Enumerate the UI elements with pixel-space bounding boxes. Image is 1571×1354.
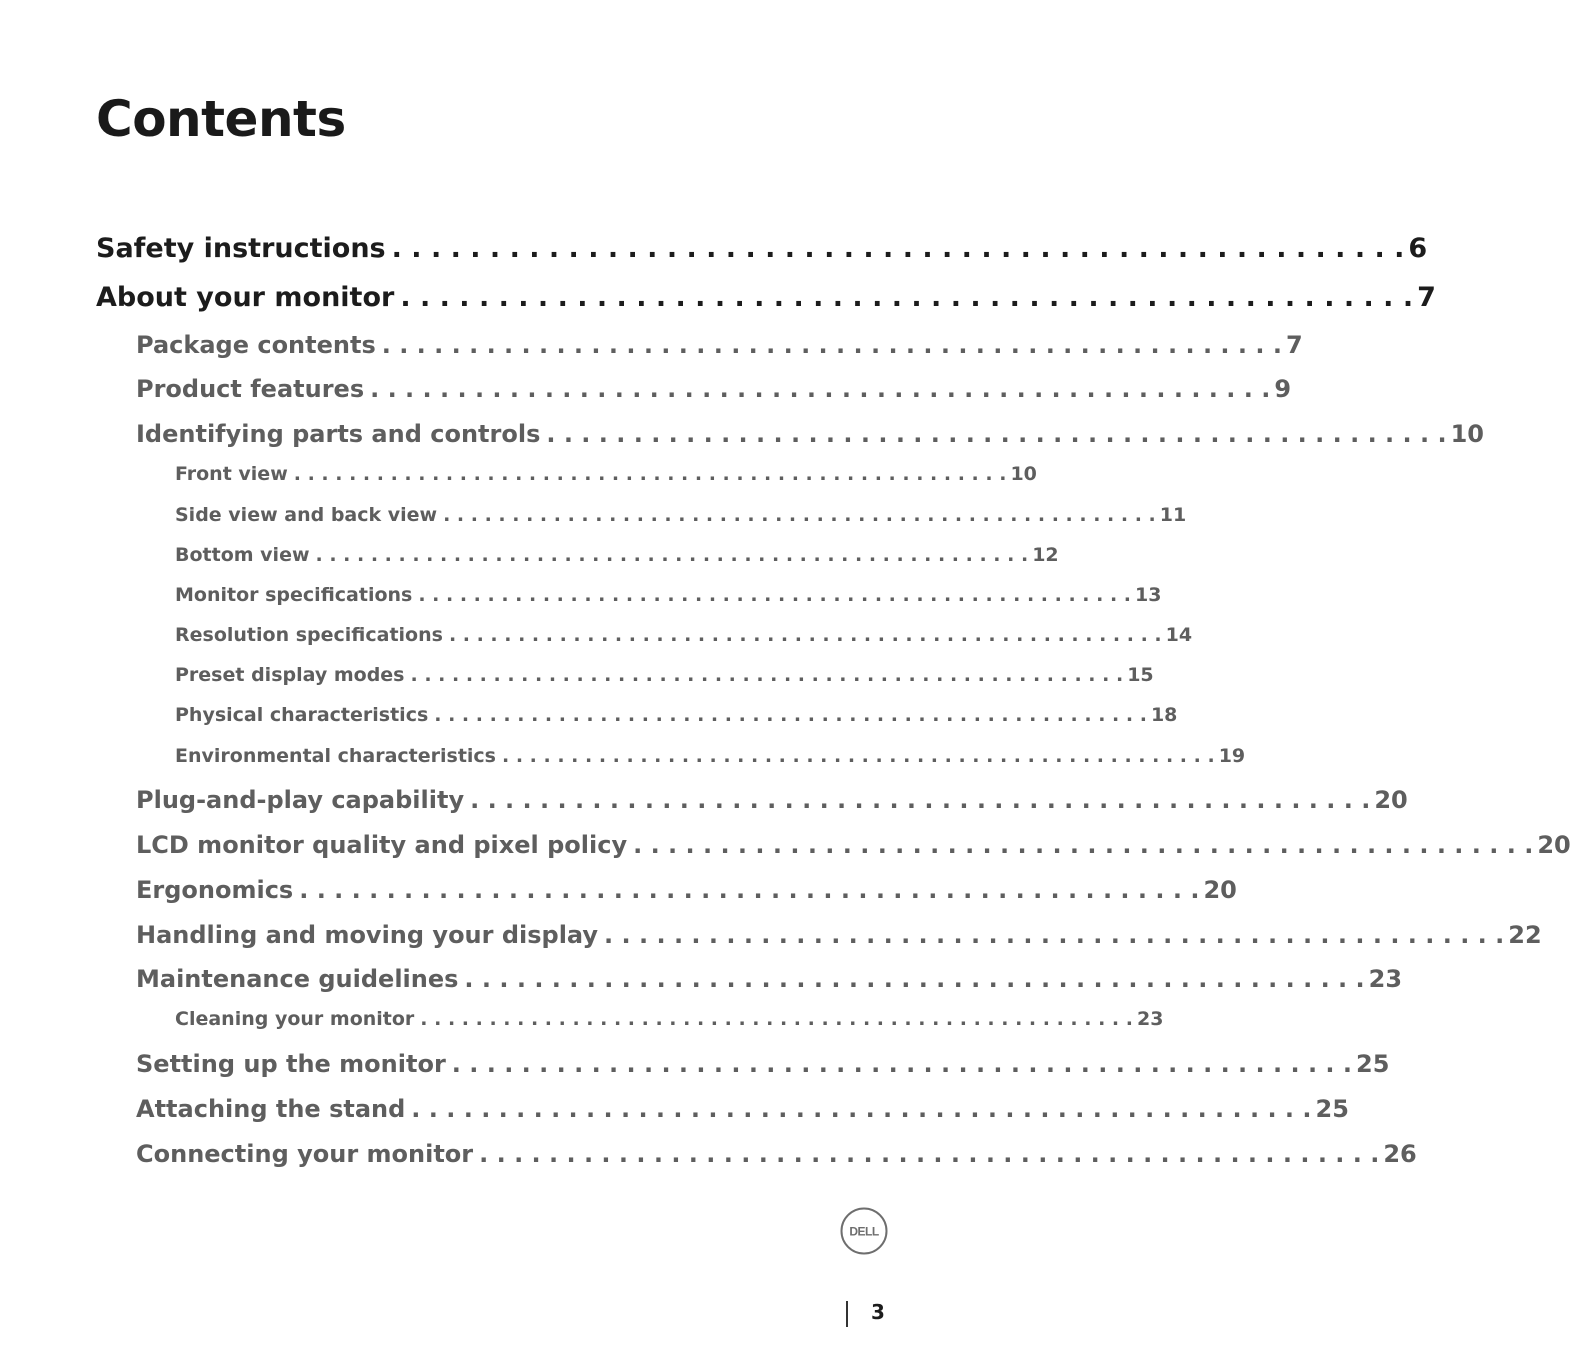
dot-leader: . . . . . . . . . . . . . . . . . . . . . . . . . . . . . . . . . . . . . . . . . . . . . . . . . . . . [546, 420, 1447, 448]
dot-leader: . . . . . . . . . . . . . . . . . . . . . . . . . . . . . . . . . . . . . . . . . . . . . . . . . . . . [479, 1140, 1380, 1168]
toc-entry-page: 22 [1508, 921, 1542, 949]
toc-entry-title: Ergonomics [136, 876, 294, 904]
toc-entry-page: 18 [1150, 704, 1178, 726]
toc-entry[interactable] [96, 282, 1436, 313]
toc-entry[interactable] [136, 1140, 1417, 1168]
toc-entry-page: 7 [1417, 282, 1436, 313]
dot-leader: . . . . . . . . . . . . . . . . . . . . . . . . . . . . . . . . . . . . . . . . . . . . . . . . . . . . [418, 584, 1132, 606]
toc-entry-page: 13 [1135, 584, 1162, 606]
toc-entry-title: LCD monitor quality and pixel policy [136, 831, 628, 859]
toc-entry[interactable] [136, 786, 1408, 814]
toc-entry-page: 20 [1374, 786, 1408, 814]
toc-entry-page: 23 [1136, 1008, 1164, 1030]
dot-leader: . . . . . . . . . . . . . . . . . . . . . . . . . . . . . . . . . . . . . . . . . . . . . . . . . . . . [420, 1008, 1133, 1030]
toc-entry[interactable] [96, 233, 1428, 264]
toc-entry-title: Monitor specifications [175, 584, 413, 606]
toc-entry[interactable] [175, 463, 1037, 485]
dell-logo-icon [840, 1207, 888, 1255]
toc-entry[interactable] [175, 544, 1059, 566]
dot-leader: . . . . . . . . . . . . . . . . . . . . . . . . . . . . . . . . . . . . . . . . . . . . . . . . . . . . [604, 921, 1505, 949]
toc-entry-page: 19 [1218, 745, 1246, 767]
toc-entry-page: 26 [1383, 1140, 1417, 1168]
toc-entry-title: Product features [136, 375, 365, 403]
page-number: 3 [871, 1300, 885, 1324]
footer-divider [846, 1301, 848, 1327]
toc-entry-page: 9 [1274, 375, 1292, 403]
toc-entry-page: 6 [1408, 233, 1428, 264]
dot-leader: . . . . . . . . . . . . . . . . . . . . . . . . . . . . . . . . . . . . . . . . . . . . . . . . . . . . [451, 1050, 1353, 1078]
dot-leader: . . . . . . . . . . . . . . . . . . . . . . . . . . . . . . . . . . . . . . . . . . . . . . . . . . . . [370, 375, 1271, 403]
toc-entry-title: Preset display modes [175, 664, 405, 686]
toc-entry[interactable] [175, 704, 1178, 726]
dot-leader: . . . . . . . . . . . . . . . . . . . . . . . . . . . . . . . . . . . . . . . . . . . . . . . . . . . . [381, 331, 1282, 359]
dot-leader: . . . . . . . . . . . . . . . . . . . . . . . . . . . . . . . . . . . . . . . . . . . . . . . . . . . . [400, 282, 1414, 313]
toc-entry-title: Environmental characteristics [175, 745, 496, 767]
toc-entry-title: About your monitor [96, 282, 395, 313]
toc-entry-page: 7 [1285, 331, 1303, 359]
dot-leader: . . . . . . . . . . . . . . . . . . . . . . . . . . . . . . . . . . . . . . . . . . . . . . . . . . . . [299, 876, 1200, 904]
toc-entry-title: Safety instructions [96, 233, 386, 264]
toc-entry[interactable] [175, 745, 1246, 767]
toc-entry-title: Cleaning your monitor [175, 1008, 415, 1030]
toc-entry[interactable] [136, 1050, 1390, 1078]
dot-leader: . . . . . . . . . . . . . . . . . . . . . . . . . . . . . . . . . . . . . . . . . . . . . . . . . . . . [434, 704, 1147, 726]
page-title: Contents [96, 90, 346, 148]
dot-leader: . . . . . . . . . . . . . . . . . . . . . . . . . . . . . . . . . . . . . . . . . . . . . . . . . . . . [470, 786, 1371, 814]
toc-entry-title: Side view and back view [175, 504, 438, 526]
toc-entry-page: 14 [1165, 624, 1193, 646]
dot-leader: . . . . . . . . . . . . . . . . . . . . . . . . . . . . . . . . . . . . . . . . . . . . . . . . . . . . [502, 745, 1215, 767]
dot-leader: . . . . . . . . . . . . . . . . . . . . . . . . . . . . . . . . . . . . . . . . . . . . . . . . . . . . [315, 544, 1029, 566]
dot-leader: . . . . . . . . . . . . . . . . . . . . . . . . . . . . . . . . . . . . . . . . . . . . . . . . . . . . [633, 831, 1534, 859]
toc-entry-page: 25 [1315, 1095, 1349, 1123]
toc-entry[interactable] [136, 331, 1303, 359]
dot-leader: . . . . . . . . . . . . . . . . . . . . . . . . . . . . . . . . . . . . . . . . . . . . . . . . . . . . [464, 965, 1365, 993]
dot-leader: . . . . . . . . . . . . . . . . . . . . . . . . . . . . . . . . . . . . . . . . . . . . . . . . . . . . [293, 463, 1007, 485]
toc-entry-page: 10 [1010, 463, 1037, 485]
toc-entry[interactable] [175, 624, 1193, 646]
toc-entry[interactable] [136, 921, 1542, 949]
dot-leader: . . . . . . . . . . . . . . . . . . . . . . . . . . . . . . . . . . . . . . . . . . . . . . . . . . . . [410, 664, 1124, 686]
toc-entry-title: Handling and moving your display [136, 921, 599, 949]
toc-entry[interactable] [136, 965, 1403, 993]
toc-entry-title: Physical characteristics [175, 704, 429, 726]
toc-entry-title: Package contents [136, 331, 376, 359]
toc-entry[interactable] [175, 1008, 1164, 1030]
toc-entry-page: 10 [1450, 420, 1484, 448]
toc-entry[interactable] [136, 375, 1292, 403]
toc-entry[interactable] [175, 664, 1154, 686]
toc-entry-page: 25 [1356, 1050, 1390, 1078]
toc-entry-page: 23 [1368, 965, 1403, 993]
toc-entry-title: Setting up the monitor [136, 1050, 446, 1078]
toc-entry-title: Identifying parts and controls [136, 420, 541, 448]
toc-entry-title: Bottom view [175, 544, 310, 566]
toc-entry[interactable] [136, 876, 1237, 904]
toc-entry-page: 20 [1537, 831, 1571, 859]
toc-entry-page: 11 [1159, 504, 1187, 526]
toc-entry[interactable] [175, 584, 1162, 606]
dot-leader: . . . . . . . . . . . . . . . . . . . . . . . . . . . . . . . . . . . . . . . . . . . . . . . . . . . . [411, 1095, 1312, 1123]
toc-entry-page: 20 [1203, 876, 1237, 904]
dot-leader: . . . . . . . . . . . . . . . . . . . . . . . . . . . . . . . . . . . . . . . . . . . . . . . . . . . . [391, 233, 1405, 264]
toc-entry-title: Connecting your monitor [136, 1140, 474, 1168]
toc-entry[interactable] [136, 831, 1571, 859]
toc-entry-title: Maintenance guidelines [136, 965, 459, 993]
dot-leader: . . . . . . . . . . . . . . . . . . . . . . . . . . . . . . . . . . . . . . . . . . . . . . . . . . . . [443, 504, 1156, 526]
toc-entry-page: 15 [1127, 664, 1154, 686]
toc-entry[interactable] [136, 420, 1484, 448]
toc-entry-title: Front view [175, 463, 288, 485]
dot-leader: . . . . . . . . . . . . . . . . . . . . . . . . . . . . . . . . . . . . . . . . . . . . . . . . . . . . [448, 624, 1162, 646]
toc-entry[interactable] [175, 504, 1187, 526]
toc-entry[interactable] [136, 1095, 1349, 1123]
toc-entry-title: Attaching the stand [136, 1095, 406, 1123]
toc-entry-title: Resolution specifications [175, 624, 443, 646]
svg-text:DELL: DELL [849, 1224, 879, 1239]
toc-entry-page: 12 [1032, 544, 1059, 566]
toc-entry-title: Plug-and-play capability [136, 786, 465, 814]
